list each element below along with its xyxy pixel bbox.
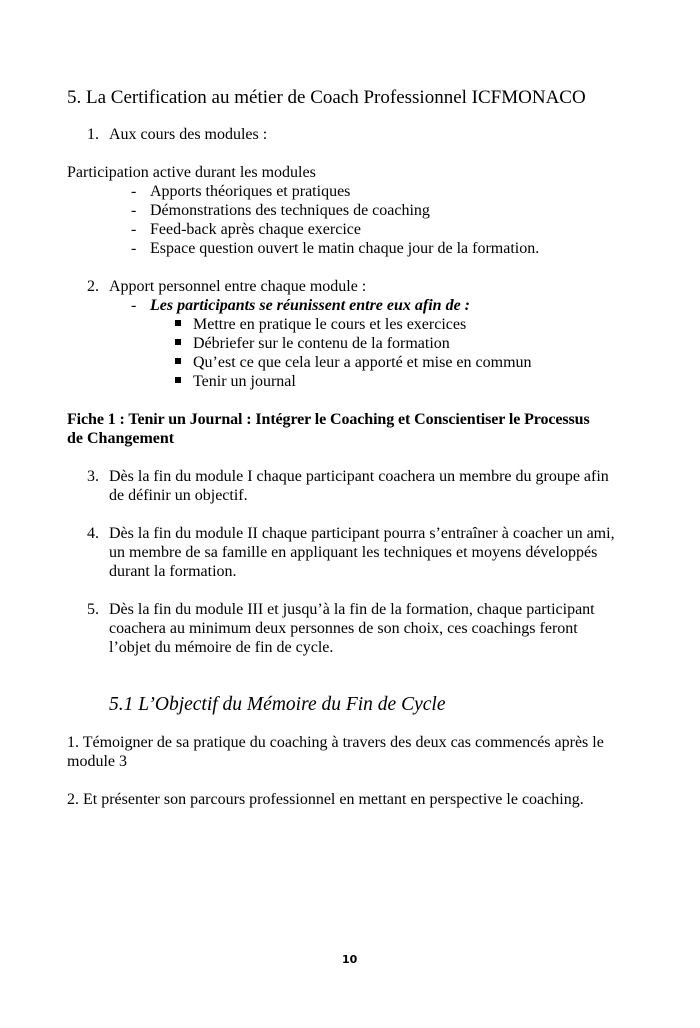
item-5-number: 5. bbox=[87, 601, 99, 618]
dash-bullet: - bbox=[131, 202, 137, 219]
participation-title: Participation active durant les modules bbox=[67, 164, 316, 181]
dash-bullet: - bbox=[131, 240, 137, 257]
objective-para-1-line-2: module 3 bbox=[67, 753, 127, 770]
square-bullet-icon bbox=[175, 339, 181, 345]
item-5-line-2: coachera au minimum deux personnes de son choix, ces coachings feront bbox=[109, 620, 578, 637]
participation-bullet-1: Apports théoriques et pratiques bbox=[150, 183, 351, 200]
item-2-sub-bullet-2: Débriefer sur le contenu de la formation bbox=[193, 335, 450, 352]
item-4-line-2: un membre de sa famille en appliquant les techniques et moyens développés bbox=[109, 544, 598, 561]
square-bullet-icon bbox=[175, 358, 181, 364]
fiche-1-line-2: de Changement bbox=[67, 430, 175, 447]
section-5-1-heading: 5.1 L’Objectif du Mémoire du Fin de Cycle bbox=[109, 694, 446, 715]
section-5-heading: 5. La Certification au métier de Coach Professionnel ICFMONACO bbox=[67, 87, 586, 108]
objective-para-1-line-1: 1. Témoigner de sa pratique du coaching à travers des deux cas commencés après le bbox=[67, 734, 604, 751]
item-4-number: 4. bbox=[87, 525, 99, 542]
item-4-line-1: Dès la fin du module II chaque participant pourra s’entraîner à coacher un ami, bbox=[109, 525, 615, 542]
dash-bullet: - bbox=[131, 221, 137, 238]
item-2-sub-bullet-3: Qu’est ce que cela leur a apporté et mise en commun bbox=[193, 354, 532, 371]
item-3-line-1: Dès la fin du module I chaque participant coachera un membre du groupe afin bbox=[109, 468, 609, 485]
item-2-sub-bullet-1: Mettre en pratique le cours et les exercices bbox=[193, 316, 467, 333]
page-number: 10 bbox=[342, 953, 358, 966]
participation-bullet-4: Espace question ouvert le matin chaque jour de la formation. bbox=[150, 240, 540, 257]
item-5-line-3: l’objet du mémoire de fin de cycle. bbox=[109, 639, 334, 656]
item-3-number: 3. bbox=[87, 468, 99, 485]
item-2-number: 2. bbox=[87, 278, 99, 295]
item-2-sub-bullet-4: Tenir un journal bbox=[193, 373, 296, 390]
objective-para-2: 2. Et présenter son parcours professionnel en mettant en perspective le coaching. bbox=[67, 791, 584, 808]
item-2-text: Apport personnel entre chaque module : bbox=[109, 278, 367, 295]
item-3-line-2: de définir un objectif. bbox=[109, 487, 248, 504]
square-bullet-icon bbox=[175, 320, 181, 326]
fiche-1-line-1: Fiche 1 : Tenir un Journal : Intégrer le Coaching et Conscientiser le Processus bbox=[67, 411, 590, 428]
item-5-line-1: Dès la fin du module III et jusqu’à la fin de la formation, chaque participant bbox=[109, 601, 595, 618]
participation-bullet-2: Démonstrations des techniques de coaching bbox=[150, 202, 430, 219]
item-1-number: 1. bbox=[87, 126, 99, 143]
square-bullet-icon bbox=[175, 377, 181, 383]
item-4-line-3: durant la formation. bbox=[109, 563, 237, 580]
item-2-sub-intro: Les participants se réunissent entre eux afin de : bbox=[150, 297, 471, 314]
dash-bullet: - bbox=[131, 183, 137, 200]
item-1-text: Aux cours des modules : bbox=[109, 126, 268, 143]
participation-bullet-3: Feed-back après chaque exercice bbox=[150, 221, 361, 238]
dash-bullet: - bbox=[131, 297, 137, 314]
